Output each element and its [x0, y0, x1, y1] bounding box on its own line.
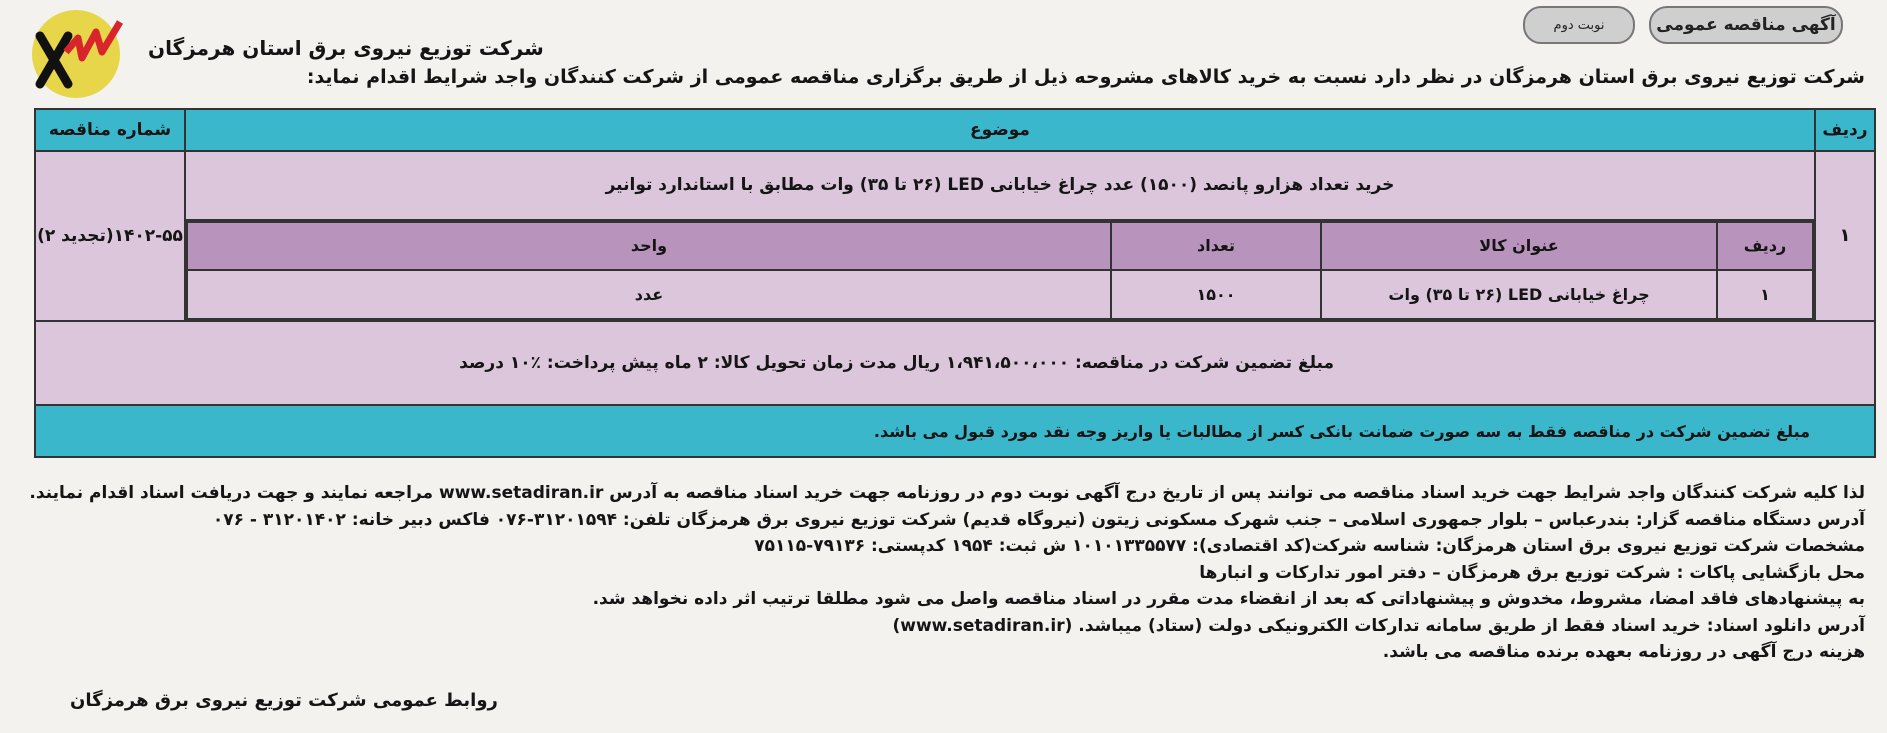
header-row-no: ردیف — [1815, 109, 1875, 151]
body-line: هزینه درج آگهی در روزنامه بعهده برنده مناقصه می باشد. — [1382, 642, 1865, 662]
intro-text: شرکت توزیع نیروی برق استان هرمزگان در نظر دارد نسبت به خرید کالاهای مشروحه ذیل از طریق برگزاری مناقصه عمومی از شرکت کنندگان واجد شرایط اقدام نماید: — [306, 66, 1865, 88]
public-relations-signature: روابط عمومی شرکت توزیع نیروی برق هرمزگان — [70, 690, 498, 711]
items-header-row: ردیف — [1717, 222, 1813, 271]
item-row-no: ۱ — [1717, 270, 1813, 319]
row-number: ۱ — [1815, 151, 1875, 320]
items-header-qty: تعداد — [1111, 222, 1321, 271]
header-tender-no: شماره مناقصه — [35, 109, 185, 151]
items-header-title: عنوان کالا — [1321, 222, 1717, 271]
tender-number: ۱۴۰۲-۵۵(تجدید ۲) — [35, 151, 185, 320]
items-header-unit: واحد — [187, 222, 1111, 271]
tender-table — [34, 108, 1876, 458]
body-line: مشخصات شرکت توزیع نیروی برق استان هرمزگان: شناسه شرکت(کد اقتصادی): ۱۰۱۰۱۳۳۵۵۷۷ ش ثبت: ۱۹۵۴ کدپستی: ۷۹۱۳۶-۷۵۱۱۵ — [754, 536, 1865, 556]
body-text — [15, 480, 1865, 666]
items-cell — [185, 220, 1815, 321]
round-badge: نوبت دوم — [1523, 6, 1635, 44]
body-line: آدرس دستگاه مناقصه گزار: بندرعباس – بلوار جمهوری اسلامی – جنب شهرک مسکونی زیتون (نیروگاه قدیم) شرکت توزیع نیروی برق هرمزگان تلفن: ۳۱۲۰۱۵۹۴-۰۷۶ فاکس دبیر خانه: ۳۱۲۰۱۴۰۲ - ۰۷۶ — [212, 509, 1865, 530]
body-line: محل بازگشایی پاکات : شرکت توزیع برق هرمزگان – دفتر امور تدارکات و انبارها — [1199, 562, 1865, 583]
item-qty: ۱۵۰۰ — [1111, 270, 1321, 319]
company-name: شرکت توزیع نیروی برق استان هرمزگان — [148, 36, 544, 60]
items-table — [186, 221, 1814, 320]
subject-text: خرید تعداد هزارو پانصد (۱۵۰۰) عدد چراغ خیابانی LED (۲۶ تا ۳۵) وات مطابق با استاندارد توانیر — [185, 151, 1815, 219]
body-line: آدرس دانلود اسناد: خرید اسناد فقط از طریق سامانه تدارکات الکترونیکی دولت (ستاد) میباشد. (www.setadiran.ir) — [892, 615, 1865, 636]
body-line: لذا کلیه شرکت کنندگان واجد شرایط جهت خرید اسناد مناقصه می توانند پس از تاریخ درج آگهی نوبت دوم در روزنامه جهت خرید اسناد مناقصه به آدرس www.setadiran.ir مراجعه نمایند و جهت دریافت اسناد اقدام نمایند. — [29, 483, 1865, 503]
ad-type-badge: آگهی مناقصه عمومی — [1649, 6, 1843, 44]
body-line: به پیشنهادهای فاقد امضا، مشروط، مخدوش و پیشنهاداتی که بعد از انقضاء مدت مقرر در اسناد مناقصه واصل می شود مطلقا ترتیب اثر داده نخواهد شد. — [592, 589, 1865, 609]
item-title: چراغ خیابانی LED (۲۶ تا ۳۵) وات — [1321, 270, 1717, 319]
header-subject: موضوع — [185, 109, 1815, 151]
guarantee-note: مبلغ تضمین شرکت در مناقصه فقط به سه صورت ضمانت بانکی کسر از مطالبات یا واریز وجه نقد مورد قبول می باشد. — [35, 405, 1875, 457]
guarantee-text: مبلغ تضمین شرکت در مناقصه: ۱،۹۴۱،۵۰۰،۰۰۰ ریال مدت زمان تحویل کالا: ۲ ماه پیش پرداخت: ٪۱۰ درصد — [35, 321, 1875, 406]
item-unit: عدد — [187, 270, 1111, 319]
